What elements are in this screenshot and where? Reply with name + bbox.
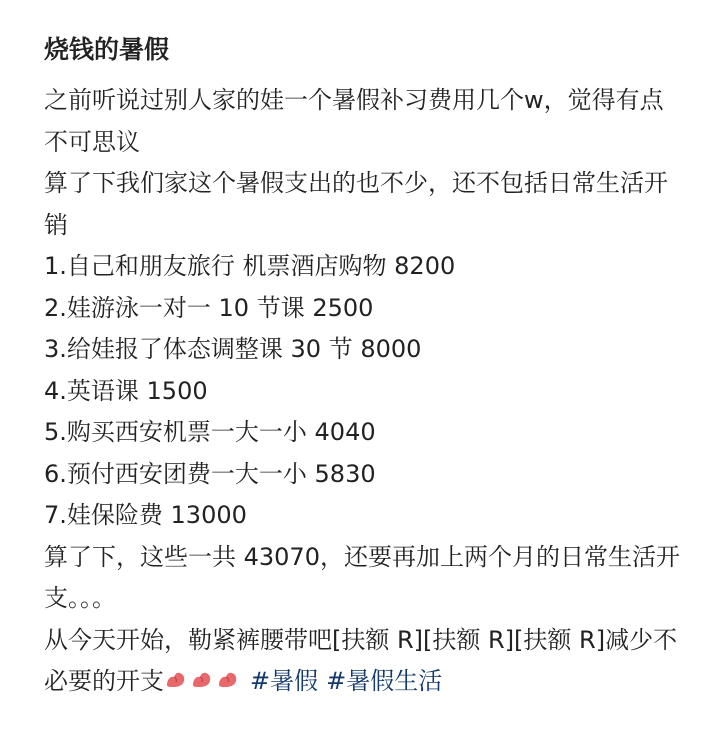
hashtag-summer-vacation-life[interactable]: #暑假生活 — [326, 667, 443, 695]
closing-text: 从今天开始，勒紧裤腰带吧[扶额 R][扶额 R][扶额 R]减少不必要的开支 — [44, 625, 678, 695]
expense-item: 5.购买西安机票一大一小 4040 — [44, 418, 376, 446]
flexed-biceps-icon — [216, 668, 240, 692]
post-container — [44, 30, 684, 703]
expense-item: 4.英语课 1500 — [44, 376, 208, 405]
expense-item: 6.预付西安团费一大一小 5830 — [44, 459, 376, 488]
closing-paragraph — [44, 620, 684, 703]
intro-paragraph: 之前听说过别人家的娃一个暑假补习费用几个w，觉得有点不可思议 — [44, 86, 664, 156]
emoji-group — [164, 667, 242, 695]
expense-item: 1.自己和朋友旅行 机票酒店购物 8200 — [44, 252, 456, 280]
spending-paragraph: 算了下我们家这个暑假支出的也不少，还不包括日常生活开销 — [44, 169, 668, 239]
hashtag-summer-vacation[interactable]: #暑假 — [250, 667, 319, 695]
flexed-biceps-icon — [164, 668, 188, 692]
expense-list — [44, 246, 684, 537]
summary-paragraph: 算了下，这些一共 43070，还要再加上两个月的日常生活开支。。。 — [44, 542, 680, 612]
post-title: 烧钱的暑假 — [44, 35, 170, 64]
expense-item: 7.娃保险费 13000 — [44, 501, 247, 529]
flexed-biceps-icon — [190, 668, 214, 692]
expense-item: 2.娃游泳一对一 10 节课 2500 — [44, 293, 374, 322]
expense-item: 3.给娃报了体态调整课 30 节 8000 — [44, 335, 422, 363]
